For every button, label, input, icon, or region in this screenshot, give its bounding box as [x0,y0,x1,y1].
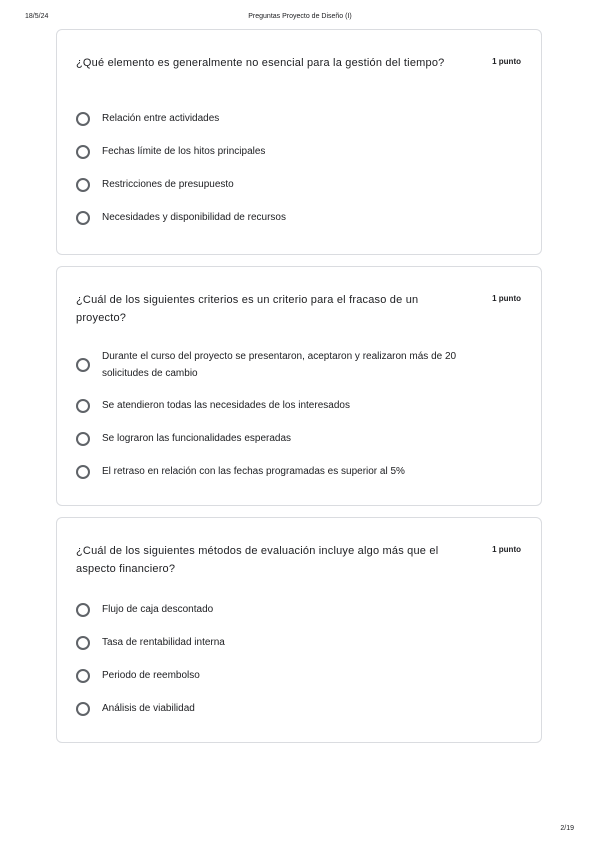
question-points: 1 punto [492,294,521,303]
question-text: ¿Qué elemento es generalmente no esencial para la gestión del tiempo? [76,57,445,69]
question-text: ¿Cuál de los siguientes métodos de evaluación incluye algo más que el aspecto financiero? [76,545,439,575]
radio-button-icon[interactable] [76,432,90,446]
answer-option[interactable] [76,430,291,447]
question-text: ¿Cuál de los siguientes criterios es un criterio para el fracaso de un proyecto? [76,294,419,324]
answer-option[interactable] [76,667,200,684]
radio-button-icon[interactable] [76,603,90,617]
radio-button-icon[interactable] [76,399,90,413]
answer-option[interactable] [76,700,195,717]
option-label: Restricciones de presupuesto [102,179,234,190]
radio-button-icon[interactable] [76,636,90,650]
question-card [56,517,542,743]
answer-option[interactable] [76,209,286,226]
option-label: Flujo de caja descontado [102,604,214,615]
answer-option[interactable] [76,463,405,480]
page-header [0,13,600,25]
document-title: Preguntas Proyecto de Diseño (I) [248,13,352,20]
radio-button-icon[interactable] [76,358,90,372]
radio-button-icon[interactable] [76,211,90,225]
option-label: Periodo de reembolso [102,670,200,681]
page-number: 2/19 [560,825,574,832]
option-label: Tasa de rentabilidad interna [102,637,225,648]
question-points: 1 punto [492,57,521,66]
option-label: Análisis de viabilidad [102,703,195,714]
option-label: Se lograron las funcionalidades esperadas [102,433,292,444]
answer-option[interactable] [76,176,234,193]
answer-option[interactable] [76,143,265,160]
print-date: 18/5/24 [25,13,49,20]
radio-button-icon[interactable] [76,145,90,159]
radio-button-icon[interactable] [76,669,90,683]
option-label: Durante el curso del proyecto se presentaron, aceptaron y realizaron más de 20 solicitudes de cambio [102,351,457,379]
question-card [56,29,542,255]
radio-button-icon[interactable] [76,702,90,716]
answer-option[interactable] [76,601,213,618]
option-label: Se atendieron todas las necesidades de los interesados [102,400,350,411]
option-label: El retraso en relación con las fechas programadas es superior al 5% [102,466,405,477]
answer-option[interactable] [76,348,477,382]
radio-button-icon[interactable] [76,178,90,192]
answer-option[interactable] [76,110,219,127]
question-card [56,266,542,506]
answer-option[interactable] [76,634,225,651]
option-label: Relación entre actividades [102,113,220,124]
question-points: 1 punto [492,545,521,554]
radio-button-icon[interactable] [76,112,90,126]
option-label: Necesidades y disponibilidad de recursos [102,212,286,223]
answer-option[interactable] [76,397,350,414]
option-label: Fechas límite de los hitos principales [102,146,266,157]
radio-button-icon[interactable] [76,465,90,479]
